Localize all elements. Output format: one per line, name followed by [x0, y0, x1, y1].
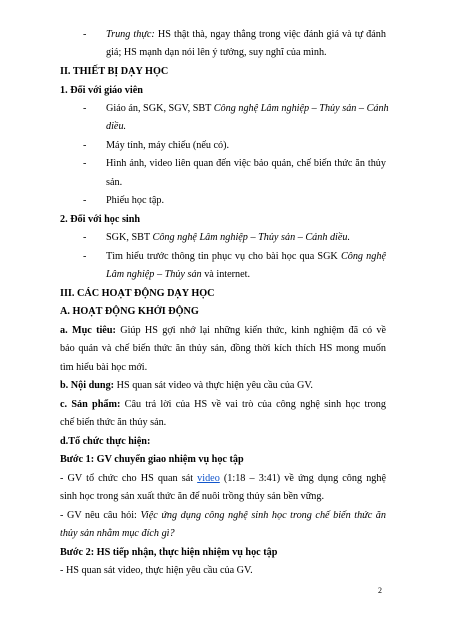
- bullet-dash: -: [83, 158, 87, 169]
- product-label: c. Sản phẩm:: [60, 399, 121, 410]
- objective-line-3: tìm hiểu bài học mới.: [60, 362, 148, 373]
- step1-text-2: (1:18 – 3:41) về ứng dụng công nghệ: [219, 473, 386, 484]
- teacher-item-3-cont: sản.: [106, 177, 123, 188]
- step2-line: - HS quan sát video, thực hiện yêu cầu của GV.: [60, 565, 253, 576]
- student-item-2-rest: và internet.: [201, 269, 251, 280]
- content-line: [60, 379, 313, 392]
- product-line-2: chế biến thức ăn thủy sản.: [60, 417, 167, 428]
- student-item-1-text: SGK, SBT: [106, 232, 153, 243]
- honesty-line-2: giá; HS mạnh dạn nói lên ý tưởng, suy nghĩ của mình.: [106, 47, 327, 58]
- student-item-2-cont: [106, 268, 250, 281]
- student-heading: 2. Đối với học sinh: [60, 214, 141, 225]
- product-line-1: [60, 398, 386, 411]
- honesty-line-1: [106, 28, 386, 41]
- bullet-dash: -: [83, 140, 87, 151]
- heading-equipment: II. THIẾT BỊ DẠY HỌC: [60, 66, 169, 77]
- textbook-title: Công nghệ Lâm nghiệp – Thủy sản – Cánh diều.: [152, 232, 351, 243]
- bullet-dash: -: [83, 195, 87, 206]
- bullet-dash: -: [83, 251, 87, 262]
- teacher-item-3: Hình ảnh, video liên quan đến việc bảo quản, chế biến thức ăn thủy: [106, 158, 386, 169]
- objective-text: Giúp HS gợi nhớ lại những kiến thức, kinh nghiệm đã có về: [115, 325, 386, 336]
- heading-activity-a: A. HOẠT ĐỘNG KHỞI ĐỘNG: [60, 306, 199, 317]
- teacher-item-1: [106, 102, 389, 115]
- teacher-item-2: Máy tính, máy chiếu (nếu có).: [106, 140, 230, 151]
- step2-heading: Bước 2: HS tiếp nhận, thực hiện nhiệm vụ học tập: [60, 547, 278, 558]
- honesty-lead: Trung thực:: [106, 29, 155, 40]
- bullet-dash: -: [83, 103, 87, 114]
- student-item-2: [106, 250, 386, 263]
- question-prefix: - GV nêu câu hỏi:: [60, 510, 141, 521]
- product-text: Câu trả lời của HS về vai trò của công nghệ sinh học trong: [120, 399, 386, 410]
- step1-line-2: sinh học trong sản xuất thức ăn để nuôi trồng thủy sản bền vững.: [60, 491, 324, 502]
- objective-label: a. Mục tiêu:: [60, 325, 116, 336]
- organize-heading: d.Tổ chức thực hiện:: [60, 436, 151, 447]
- teacher-item-1-cont: diều.: [106, 121, 127, 132]
- teacher-item-4: Phiếu học tập.: [106, 195, 165, 206]
- teacher-item-1-text: Giáo án, SGK, SGV, SBT: [106, 103, 214, 114]
- bullet-dash: -: [83, 232, 87, 243]
- textbook-title: Lâm nghiệp – Thủy sản: [106, 269, 202, 280]
- heading-activities: III. CÁC HOẠT ĐỘNG DẠY HỌC: [60, 288, 215, 299]
- bullet-dash: -: [83, 29, 87, 40]
- page-number: 2: [378, 586, 382, 595]
- step1-question-1: [60, 509, 386, 522]
- student-item-2-text: Tìm hiểu trước thông tin phục vụ cho bài học qua SGK: [106, 251, 341, 262]
- video-link[interactable]: video: [197, 473, 220, 484]
- step1-question-2: thủy sản nhằm mục đích gì?: [60, 528, 175, 539]
- textbook-title: Công nghệ Lâm nghiệp – Thủy sản – Cánh: [213, 103, 389, 114]
- step1-text: - GV tổ chức cho HS quan sát: [60, 473, 198, 484]
- objective-line-2: bảo quản và chế biến thức ăn thủy sản, đồng thời kích thích HS mong muốn: [60, 343, 386, 354]
- step1-line-1: [60, 472, 386, 485]
- step1-heading: Bước 1: GV chuyển giao nhiệm vụ học tập: [60, 454, 244, 465]
- honesty-text: HS thật thà, ngay thẳng trong việc đánh giá và tự đánh: [154, 29, 386, 40]
- textbook-title: Công nghệ: [340, 251, 386, 262]
- content-text: HS quan sát video và thực hiện yêu cầu của GV.: [114, 380, 313, 391]
- question-text: Việc ứng dụng công nghệ sinh học trong chế biến thức ăn: [140, 510, 386, 521]
- teacher-heading: 1. Đối với giáo viên: [60, 85, 143, 96]
- student-item-1: [106, 231, 350, 244]
- content-label: b. Nội dung:: [60, 380, 115, 391]
- objective-line-1: [60, 324, 386, 337]
